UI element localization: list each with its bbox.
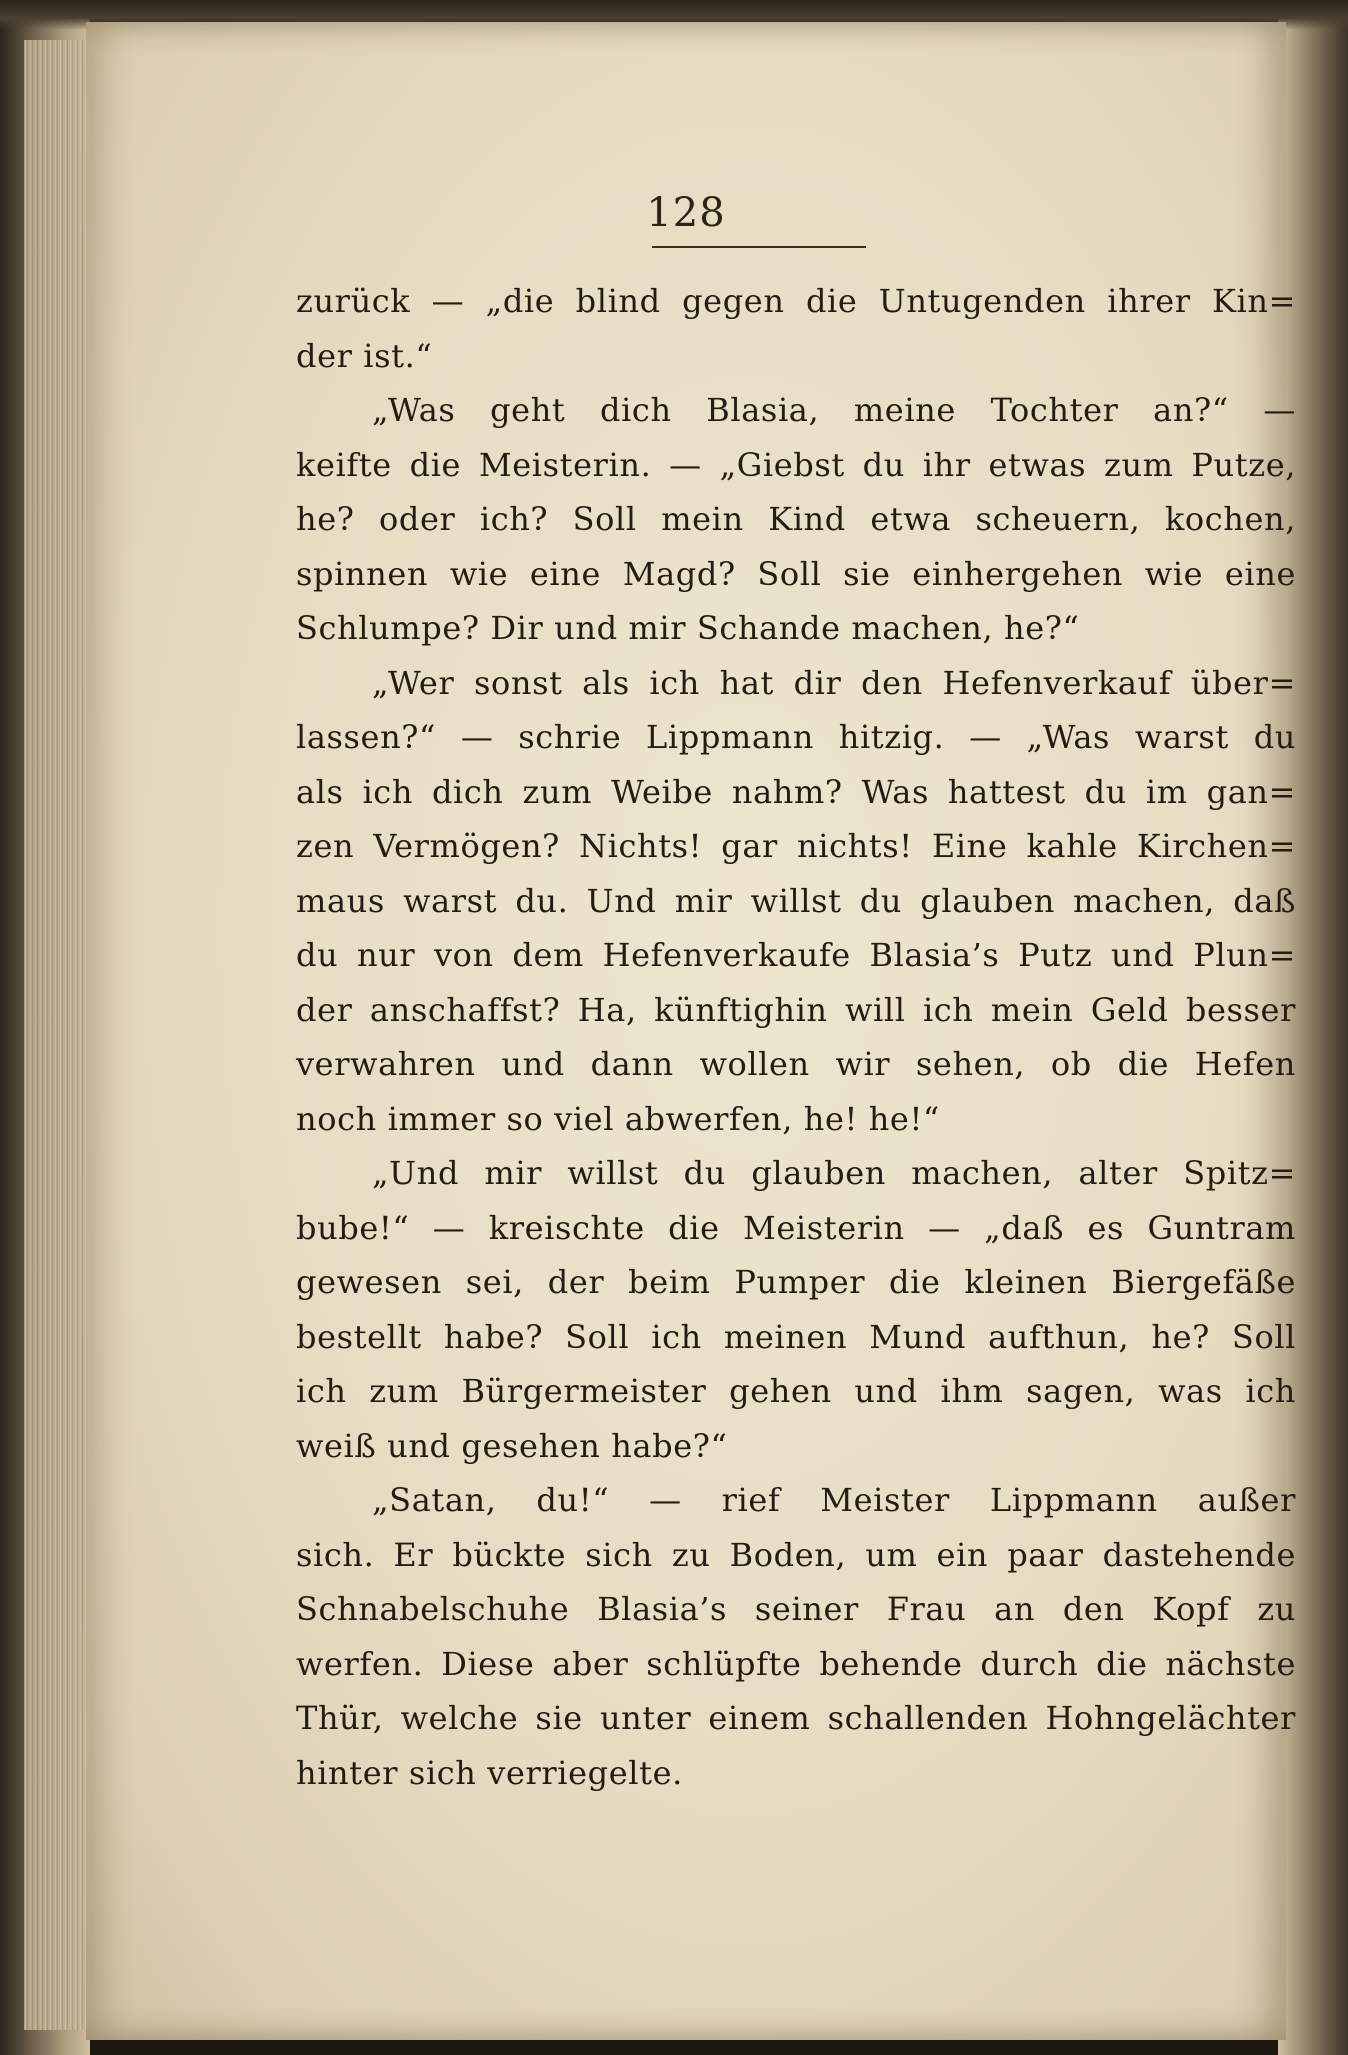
text-line: der ist.“ [296,336,433,375]
text-line: maus warst du. Und mir willst du glauben machen, daß [296,881,1296,920]
text-line: lassen?“ — schrie Lippmann hitzig. — „Was warst du [296,718,1296,756]
text-line: Schnabelschuhe Blasia’s seiner Frau an den Kopf zu [296,1590,1296,1628]
text-line: werfen. Diese aber schlüpfte behende durch die nächste [296,1644,1296,1683]
text-line: bestellt habe? Soll ich meinen Mund aufthun, he? Soll [296,1317,1296,1356]
page-header [86,190,1286,236]
text-line: hinter sich verriegelte. [296,1753,683,1792]
text-line: zen Vermögen? Nichts! gar nichts! Eine kahle Kirchen= [296,827,1296,865]
text-line: noch immer so viel abwerfen, he! he!“ [296,1099,940,1138]
text-line: gewesen sei, der beim Pumper die kleinen Biergefäße [296,1263,1296,1301]
text-line: Schlumpe? Dir und mir Schande machen, he?“ [296,609,1080,647]
book-page [86,22,1296,2040]
page-number: 128 [646,190,726,236]
text-line: „Wer sonst als ich hat dir den Hefenverkauf über= [372,663,1296,702]
text-line: keifte die Meisterin. — „Giebst du ihr etwas zum Putze, [296,445,1296,484]
text-line: spinnen wie eine Magd? Soll sie einhergehen wie eine [296,554,1296,593]
text-line: der anschaffst? Ha, künftighin will ich mein Geld besser [296,990,1296,1029]
text-line: du nur von dem Hefenverkaufe Blasia’s Putz und Plun= [296,936,1296,974]
text-line: bube!“ — kreischte die Meisterin — „daß es Guntram [296,1208,1296,1247]
text-line: weiß und gesehen habe?“ [296,1426,728,1465]
text-line: „Was geht dich Blasia, meine Tochter an?“ — [372,391,1296,429]
text-line: als ich dich zum Weibe nahm? Was hattest du im gan= [296,772,1296,811]
text-line: zurück — „die blind gegen die Untugenden ihrer Kin= [296,282,1296,320]
text-line: verwahren und dann wollen wir sehen, ob die Hefen [296,1045,1296,1083]
text-line: „Satan, du!“ — rief Meister Lippmann außer [372,1481,1296,1519]
page-text [296,274,1296,1800]
header-rule [652,246,866,248]
page-edges-left [24,40,88,2030]
text-line: ich zum Bürgermeister gehen und ihm sagen, was ich [296,1372,1296,1410]
text-line: sich. Er bückte sich zu Boden, um ein paar dastehende [296,1535,1296,1574]
text-line: he? oder ich? Soll mein Kind etwa scheuern, kochen, [296,500,1296,538]
text-line: Thür, welche sie unter einem schallenden Hohngelächter [296,1699,1296,1737]
text-line: „Und mir willst du glauben machen, alter Spitz= [372,1154,1296,1192]
